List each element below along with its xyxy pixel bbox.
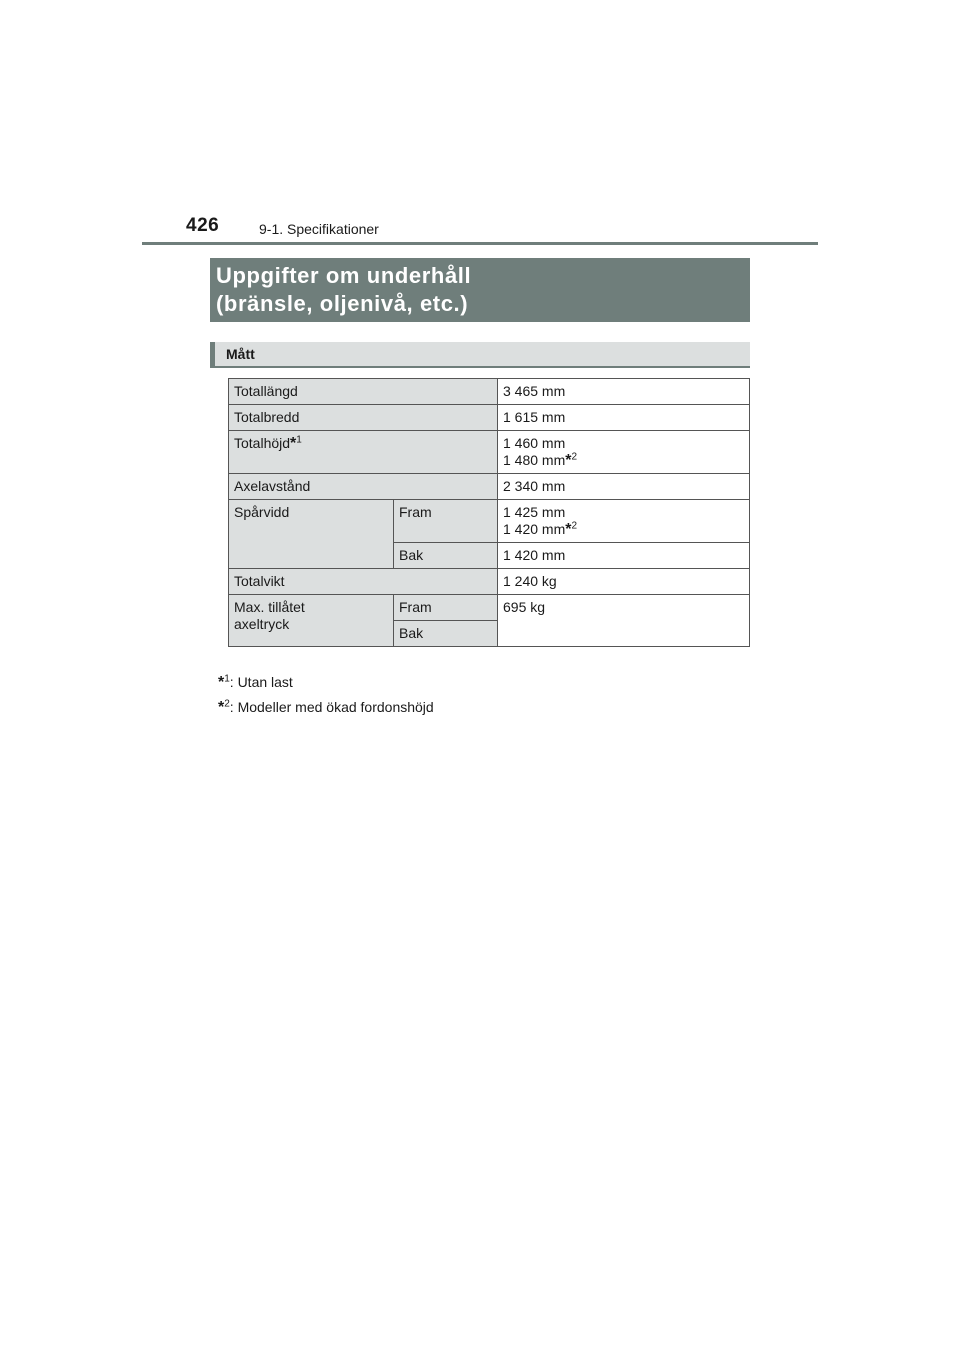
footnote-number: 2: [224, 698, 230, 710]
cell-value: [498, 500, 750, 543]
table-row-track-front: [229, 500, 750, 543]
cell-value: [498, 431, 750, 474]
footnotes: [218, 674, 434, 724]
title-line-2: (bränsle, oljenivå, etc.): [216, 291, 469, 316]
cell-label: Totalbredd: [229, 405, 498, 431]
value-line-2: 1 480 mm: [503, 452, 566, 468]
cell-sublabel: Bak: [394, 543, 498, 569]
table-row-total-width: [229, 405, 750, 431]
cell-value: 1 420 mm: [498, 543, 750, 569]
cell-value: 2 340 mm: [498, 474, 750, 500]
section-label: Mått: [226, 346, 255, 362]
cell-value: 1 240 kg: [498, 569, 750, 595]
asterisk-mark: *: [290, 435, 297, 452]
cell-value: 695 kg: [498, 595, 750, 647]
footnote-1: [218, 674, 434, 692]
table-row-total-weight: [229, 569, 750, 595]
label-text: Totalhöjd: [234, 435, 291, 451]
cell-label: Spårvidd: [229, 500, 394, 569]
label-line-1: Max. tillåtet: [234, 599, 305, 615]
chapter-title: 9-1. Specifikationer: [259, 221, 379, 237]
cell-value: 3 465 mm: [498, 379, 750, 405]
cell-label: Totalvikt: [229, 569, 498, 595]
table-row-total-height: [229, 431, 750, 474]
asterisk-mark: *: [218, 674, 225, 691]
page-number: 426: [186, 215, 220, 236]
footnote-number: 1: [224, 673, 230, 685]
cell-label: Axelavstånd: [229, 474, 498, 500]
cell-sublabel: Fram: [394, 500, 498, 543]
value-line-2: 1 420 mm: [503, 521, 566, 537]
label-line-2: axeltryck: [234, 616, 290, 632]
footnote-ref: 2: [571, 451, 578, 463]
footnote-ref: 1: [296, 434, 302, 446]
value-line-1: 1 460 mm: [503, 435, 566, 451]
cell-label: [229, 431, 498, 474]
cell-label: Totallängd: [229, 379, 498, 405]
asterisk-mark: *: [218, 699, 225, 716]
cell-sublabel: Fram: [394, 595, 498, 621]
footnote-text: : Modeller med ökad fordonshöjd: [229, 699, 434, 715]
footnote-text: : Utan last: [229, 674, 293, 690]
cell-value: 1 615 mm: [498, 405, 750, 431]
footnote-ref: 2: [571, 520, 578, 532]
asterisk-mark: *: [565, 452, 572, 469]
title-line-1: Uppgifter om underhåll: [216, 263, 472, 288]
value-line-1: 1 425 mm: [503, 504, 566, 520]
cell-sublabel: Bak: [394, 621, 498, 647]
page-title: [210, 258, 750, 322]
table-row-total-length: [229, 379, 750, 405]
cell-label: [229, 595, 394, 647]
footnote-2: [218, 699, 434, 717]
header-rule: [142, 242, 818, 245]
section-accent-bar: [210, 342, 215, 366]
table-row-axle-front: [229, 595, 750, 621]
asterisk-mark: *: [565, 521, 572, 538]
section-heading: [210, 342, 750, 368]
table-row-wheelbase: [229, 474, 750, 500]
dimensions-table: [228, 378, 750, 647]
